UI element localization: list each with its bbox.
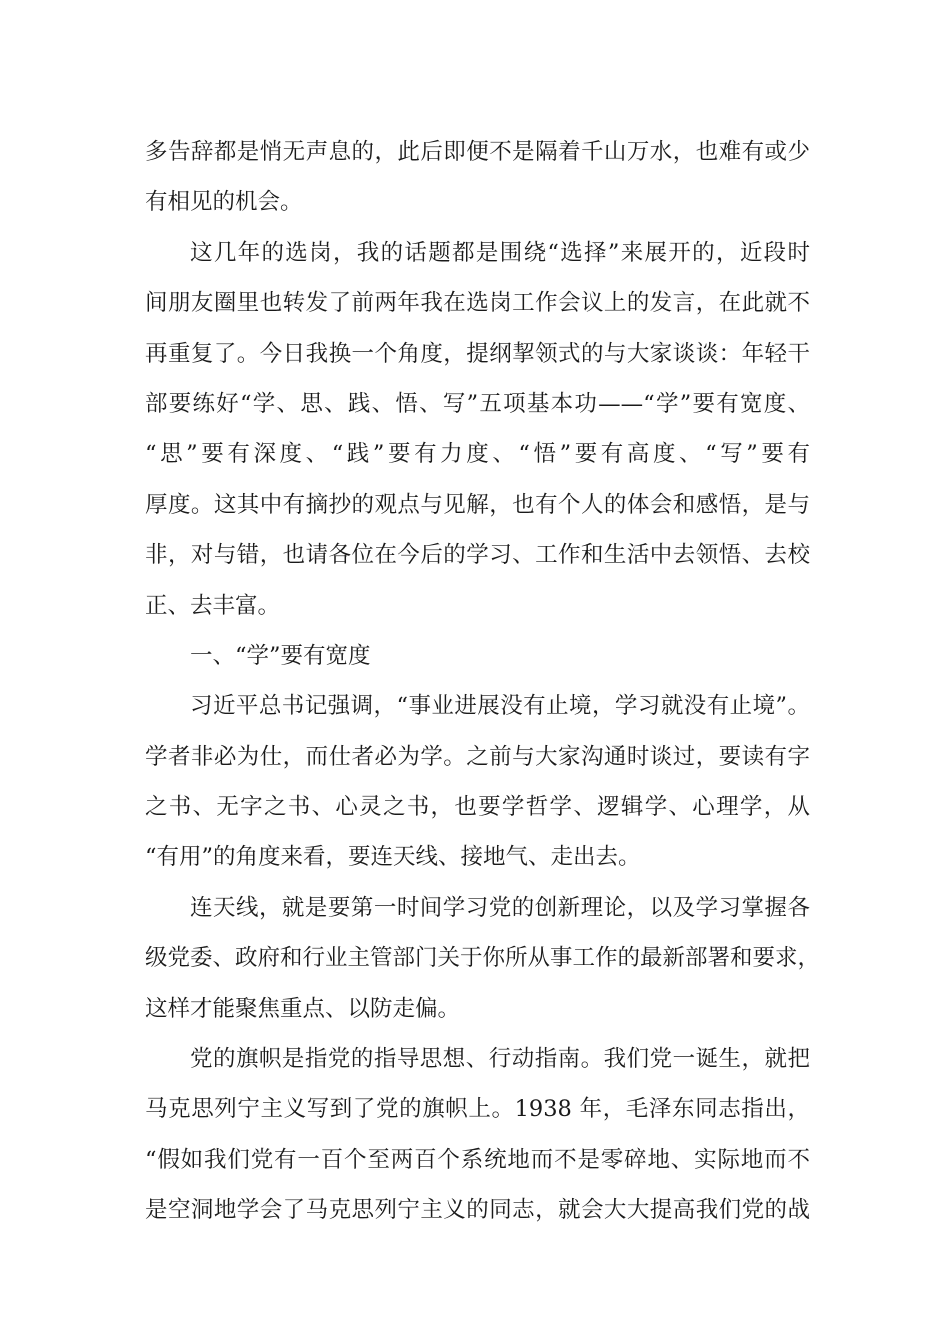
paragraph-line: 间朋友圈里也转发了前两年我在选岗工作会议上的发言，在此就不 <box>145 290 810 317</box>
paragraph-line: “有用”的角度来看，要连天线、接地气、走出去。 <box>145 844 641 871</box>
paragraph-line: 再重复了。今日我换一个角度，提纲挈领式的与大家谈谈：年轻干 <box>145 340 810 367</box>
paragraph-line: 非，对与错，也请各位在今后的学习、工作和生活中去领悟、去校 <box>145 542 810 569</box>
paragraph-line: 习近平总书记强调，“事业进展没有止境，学习就没有止境”。 <box>190 693 810 720</box>
paragraph-line: 学者非必为仕，而仕者必为学。之前与大家沟通时谈过，要读有字 <box>145 743 810 770</box>
paragraph-line: 有相见的机会。 <box>145 189 303 216</box>
paragraph-line: 之书、无字之书、心灵之书，也要学哲学、逻辑学、心理学，从 <box>145 794 810 821</box>
paragraph-line: 马克思列宁主义写到了党的旗帜上。1938 年，毛泽东同志指出， <box>145 1096 810 1123</box>
paragraph-line: “假如我们党有一百个至两百个系统地而不是零碎地、实际地而不 <box>145 1146 810 1173</box>
paragraph-line: 厚度。这其中有摘抄的观点与见解，也有个人的体会和感悟，是与 <box>145 491 810 518</box>
paragraph-line: 是空洞地学会了马克思列宁主义的同志，就会大大提高我们党的战 <box>145 1197 810 1224</box>
paragraph-line: 正、去丰富。 <box>145 592 281 619</box>
section-heading: 一、“学”要有宽度 <box>190 642 371 669</box>
paragraph-line: 部要练好“学、思、践、悟、写”五项基本功——“学”要有宽度、 <box>145 390 810 417</box>
paragraph-line: “思”要有深度、“践”要有力度、“悟”要有高度、“写”要有 <box>145 441 810 468</box>
paragraph-line: 级党委、政府和行业主管部门关于你所从事工作的最新部署和要求， <box>145 945 821 972</box>
paragraph-line: 连天线，就是要第一时间学习党的创新理论，以及学习掌握各 <box>190 894 810 921</box>
paragraph-line: 党的旗帜是指党的指导思想、行动指南。我们党一诞生，就把 <box>190 1046 810 1073</box>
paragraph-line: 这样才能聚焦重点、以防走偏。 <box>145 995 461 1022</box>
paragraph-line: 这几年的选岗，我的话题都是围绕“选择”来展开的，近段时 <box>190 239 810 266</box>
paragraph-line: 多告辞都是悄无声息的，此后即便不是隔着千山万水，也难有或少 <box>145 139 810 165</box>
document-body <box>145 127 821 1236</box>
